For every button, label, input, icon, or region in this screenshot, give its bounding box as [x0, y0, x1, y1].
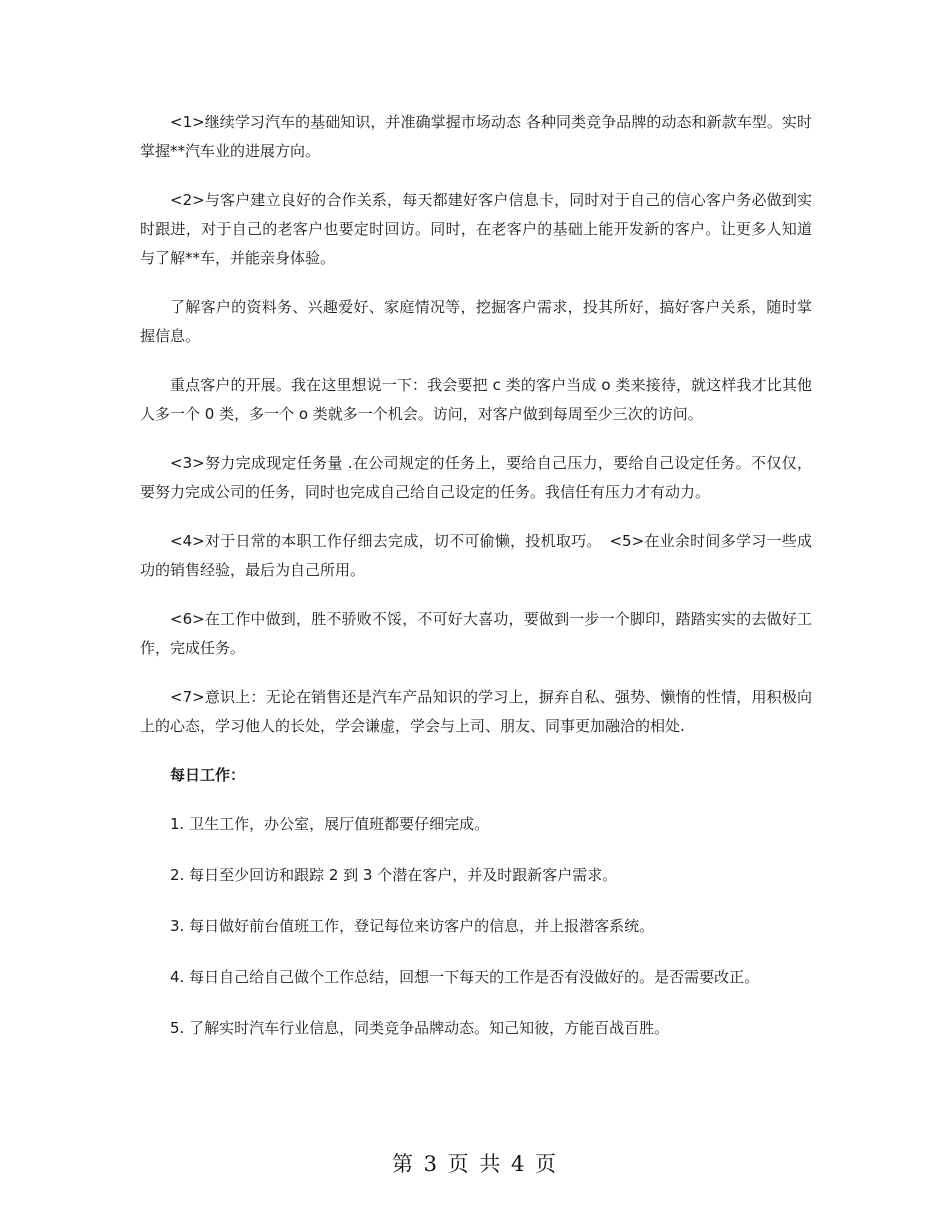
- paragraph-8: <7>意识上：无论在销售还是汽车产品知识的学习上，摒弃自私、强势、懒惰的性情，用积极向上的心态，学习他人的长处，学会谦虚，学会与上司、朋友、同事更加融洽的相处.: [140, 688, 812, 735]
- daily-item-1: 1. 卫生工作，办公室，展厅值班都要仔细完成。: [170, 815, 490, 833]
- document-body: [140, 108, 812, 1065]
- daily-item-3: 3. 每日做好前台值班工作，登记每位来访客户的信息，并上报潜客系统。: [170, 917, 655, 935]
- paragraph-5: <3>努力完成现定任务量 .在公司规定的任务上，要给自己压力，要给自己设定任务。不仅仅，要努力完成公司的任务，同时也完成自己给自己设定的任务。我信任有压力才有动力。: [140, 454, 812, 501]
- daily-item-5: 5. 了解实时汽车行业信息，同类竞争品牌动态。知己知彼，方能百战百胜。: [170, 1019, 670, 1037]
- paragraph-6: <4>对于日常的本职工作仔细去完成，切不可偷懒，投机取巧。 <5>在业余时间多学习一些成功的销售经验，最后为自己所用。: [140, 532, 812, 579]
- paragraph-1: <1>继续学习汽车的基础知识，并准确掌握市场动态 各种同类竞争品牌的动态和新款车型。实时掌握**汽车业的进展方向。: [140, 113, 812, 160]
- paragraph-2: <2>与客户建立良好的合作关系，每天都建好客户信息卡，同时对于自己的信心客户务必做到实时跟进，对于自己的老客户也要定时回访。同时，在老客户的基础上能开发新的客户。让更多人知道与了解**车，并能亲身体验。: [140, 191, 812, 267]
- paragraph-3: 了解客户的资料务、兴趣爱好、家庭情况等，挖掘客户需求，投其所好，搞好客户关系，随时掌握信息。: [140, 298, 812, 345]
- page-number-footer: 第 3 页 共 4 页: [391, 1152, 559, 1176]
- paragraph-7: <6>在工作中做到，胜不骄败不馁，不可好大喜功，要做到一步一个脚印，踏踏实实的去做好工作，完成任务。: [140, 610, 812, 657]
- daily-item-2: 2. 每日至少回访和跟踪 2 到 3 个潜在客户，并及时跟新客户需求。: [170, 866, 618, 884]
- daily-work-heading: 每日工作：: [170, 766, 246, 784]
- daily-item-4: 4. 每日自己给自己做个工作总结，回想一下每天的工作是否有没做好的。是否需要改正。: [170, 968, 760, 986]
- paragraph-4: 重点客户的开展。我在这里想说一下：我会要把 c 类的客户当成 o 类来接待，就这样我才比其他人多一个 0 类，多一个 o 类就多一个机会。访问，对客户做到每周至少三次的访问。: [140, 376, 812, 423]
